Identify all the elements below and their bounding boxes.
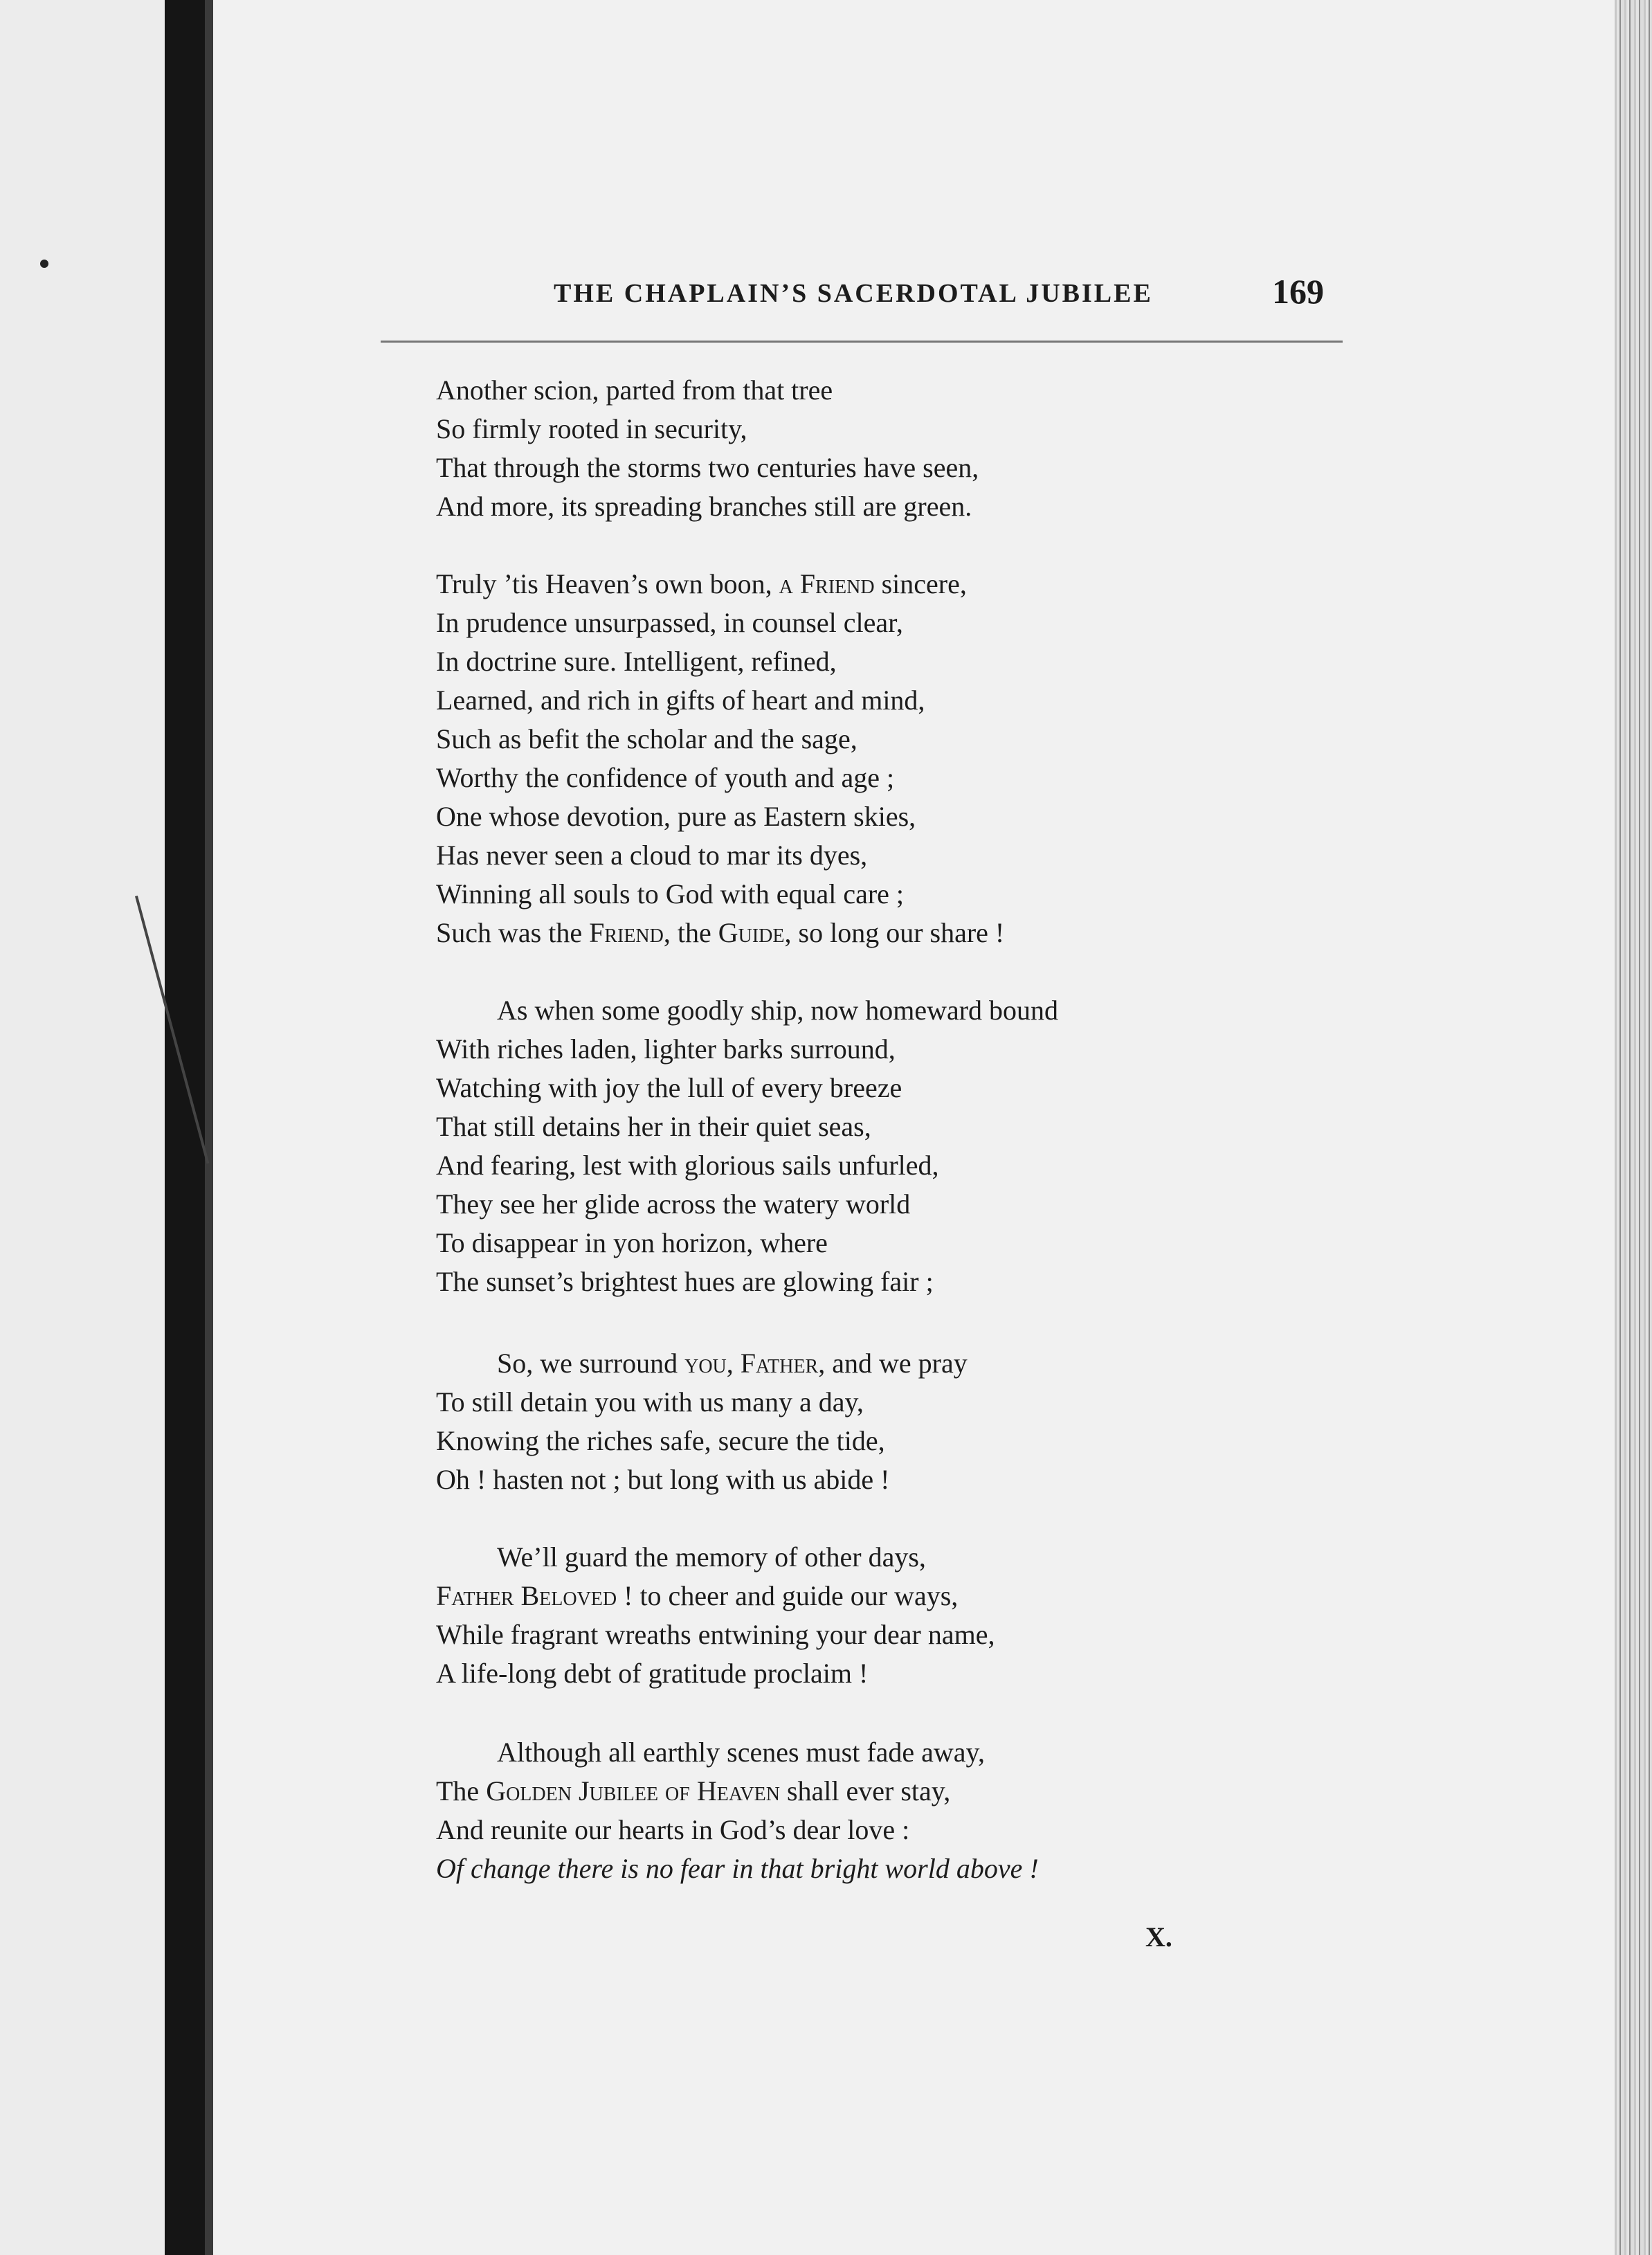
poem-line-italic: Of change there is no fear in that bright world above ! [436, 1853, 1039, 1884]
page-stack-edge [1615, 0, 1652, 2255]
scan-speck [40, 260, 48, 268]
poem-line: To still detain you with us many a day, [436, 1386, 864, 1418]
poem-line: Watching with joy the lull of every breeze [436, 1072, 902, 1103]
small-caps-text: Father Beloved [436, 1580, 617, 1611]
poem-line: They see her glide across the watery world [436, 1188, 911, 1220]
poem-line [497, 1347, 968, 1380]
poem-line: Winning all souls to God with equal care ; [436, 878, 905, 909]
line-text: , and we pray [818, 1348, 968, 1379]
line-text: The [436, 1775, 487, 1806]
gutter-shadow [205, 0, 213, 2255]
poem-line: Worthy the confidence of youth and age ; [436, 762, 895, 793]
line-text: , the [663, 917, 718, 948]
poem-line [436, 1579, 958, 1613]
poem-line: Such as befit the scholar and the sage, [436, 723, 857, 754]
small-caps-text: a Friend [779, 568, 875, 599]
poem-line: That still detains her in their quiet seas, [436, 1111, 871, 1142]
poem-line: While fragrant wreaths entwining your dear name, [436, 1619, 995, 1650]
small-caps-text: you [684, 1348, 727, 1379]
line-text: So, we surround [497, 1348, 685, 1379]
small-caps-text: Father [740, 1348, 819, 1379]
poem-line: The sunset’s brightest hues are glowing fair ; [436, 1266, 934, 1297]
small-caps-text: Golden Jubilee of Heaven [486, 1775, 780, 1806]
poem-line [436, 916, 1004, 950]
line-text: Truly ’tis Heaven’s own boon, [436, 568, 779, 599]
book-page [213, 0, 1615, 2255]
header-rule [381, 341, 1343, 343]
line-text: sincere, [874, 568, 967, 599]
poem-line: In doctrine sure. Intelligent, refined, [436, 646, 837, 677]
poem-line [436, 568, 967, 601]
signature: X. [1145, 1921, 1172, 1953]
poem-line: Oh ! hasten not ; but long with us abide ! [436, 1464, 890, 1495]
poem-line: Learned, and rich in gifts of heart and mind, [436, 685, 925, 716]
poem-line: And fearing, lest with glorious sails unfurled, [436, 1150, 939, 1181]
line-text: ! to cheer and guide our ways, [617, 1580, 959, 1611]
poem-line: That through the storms two centuries have seen, [436, 452, 979, 483]
poem-line: Has never seen a cloud to mar its dyes, [436, 840, 868, 871]
running-head: THE CHAPLAIN’S SACERDOTAL JUBILEE [554, 279, 1153, 308]
poem-line: In prudence unsurpassed, in counsel clear, [436, 607, 903, 638]
poem-line: With riches laden, lighter barks surround, [436, 1033, 896, 1065]
poem-line: To disappear in yon horizon, where [436, 1227, 828, 1258]
poem-line: So firmly rooted in security, [436, 413, 747, 444]
poem-line: Another scion, parted from that tree [436, 374, 833, 406]
page-number: 169 [1272, 272, 1324, 311]
facing-page-edge [0, 0, 165, 2255]
poem-line [436, 1775, 950, 1808]
line-text: , [726, 1348, 741, 1379]
poem-line: We’ll guard the memory of other days, [497, 1541, 926, 1573]
poem-line: One whose devotion, pure as Eastern skies, [436, 801, 916, 832]
poem-line: Although all earthly scenes must fade away, [497, 1737, 985, 1768]
line-text: Such was the [436, 917, 590, 948]
line-text: shall ever stay, [779, 1775, 951, 1806]
poem-line: And more, its spreading branches still are green. [436, 491, 972, 522]
poem-line: A life-long debt of gratitude proclaim ! [436, 1658, 869, 1689]
small-caps-text: Guide [718, 917, 785, 948]
small-caps-text: Friend [589, 917, 664, 948]
line-text: , so long our share ! [784, 917, 1005, 948]
poem-line: And reunite our hearts in God’s dear love : [436, 1814, 910, 1845]
poem-line: As when some goodly ship, now homeward bound [497, 995, 1059, 1026]
poem-line: Knowing the riches safe, secure the tide, [436, 1425, 885, 1456]
